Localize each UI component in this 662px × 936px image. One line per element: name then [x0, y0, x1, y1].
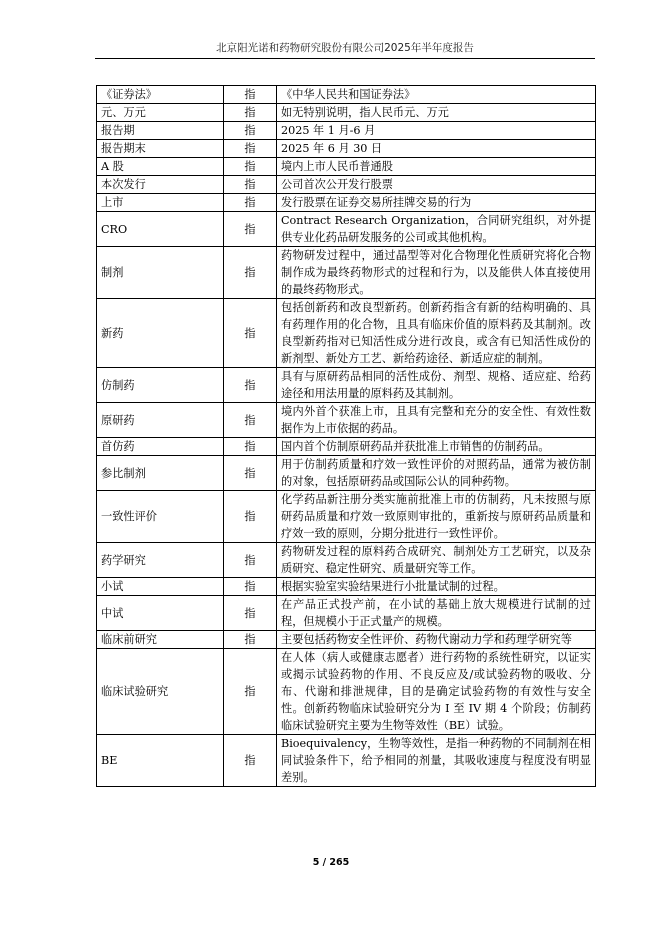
table-row — [97, 631, 596, 649]
definition-cell: 主要包括药物安全性评价、药物代谢动力学和药理学研究等 — [277, 631, 596, 649]
table-row — [97, 212, 596, 247]
definition-cell: 具有与原研药品相同的活性成份、剂型、规格、适应症、给药途径和用法用量的原料药及其制剂。 — [277, 368, 596, 403]
zhi-cell: 指 — [224, 438, 277, 456]
term-cell: 本次发行 — [97, 176, 224, 194]
definition-cell: 药物研发过程的原料药合成研究、制剂处方工艺研究，以及杂质研究、稳定性研究、质量研究等工作。 — [277, 543, 596, 578]
definition-cell: 发行股票在证券交易所挂牌交易的行为 — [277, 194, 596, 212]
zhi-cell: 指 — [224, 543, 277, 578]
zhi-cell: 指 — [224, 368, 277, 403]
term-cell: 仿制药 — [97, 368, 224, 403]
page-number: 5 / 265 — [312, 857, 350, 868]
zhi-cell: 指 — [224, 456, 277, 491]
page-header: 北京阳光诺和药物研究股份有限公司2025年半年度报告 — [216, 42, 474, 54]
table-row — [97, 543, 596, 578]
term-cell: 药学研究 — [97, 543, 224, 578]
zhi-cell: 指 — [224, 631, 277, 649]
zhi-cell: 指 — [224, 86, 277, 104]
table-row — [97, 158, 596, 176]
zhi-cell: 指 — [224, 247, 277, 299]
zhi-cell: 指 — [224, 104, 277, 122]
term-cell: A 股 — [97, 158, 224, 176]
zhi-cell: 指 — [224, 596, 277, 631]
table-row — [97, 491, 596, 543]
table-row — [97, 596, 596, 631]
definition-cell: 境内上市人民币普通股 — [277, 158, 596, 176]
zhi-cell: 指 — [224, 212, 277, 247]
table-row — [97, 140, 596, 158]
term-cell: 临床试验研究 — [97, 649, 224, 735]
term-cell: 《证券法》 — [97, 86, 224, 104]
definition-cell: 根据实验室实验结果进行小批量试制的过程。 — [277, 578, 596, 596]
term-cell: 新药 — [97, 299, 224, 368]
table-row — [97, 578, 596, 596]
definition-cell: 在产品正式投产前，在小试的基础上放大规模进行试制的过程，但规模小于正式量产的规模。 — [277, 596, 596, 631]
definition-cell: Bioequivalency，生物等效性，是指一种药物的不同制剂在相同试验条件下，给予相同的剂量，其吸收速度与程度没有明显差别。 — [277, 735, 596, 787]
table-row — [97, 194, 596, 212]
term-cell: 中试 — [97, 596, 224, 631]
zhi-cell: 指 — [224, 578, 277, 596]
definition-cell: 国内首个仿制原研药品并获批准上市销售的仿制药品。 — [277, 438, 596, 456]
table-row — [97, 86, 596, 104]
zhi-cell: 指 — [224, 140, 277, 158]
zhi-cell: 指 — [224, 158, 277, 176]
table-row — [97, 176, 596, 194]
term-cell: 参比制剂 — [97, 456, 224, 491]
definition-cell: 2025 年 6 月 30 日 — [277, 140, 596, 158]
term-cell: 报告期末 — [97, 140, 224, 158]
term-cell: 原研药 — [97, 403, 224, 438]
zhi-cell: 指 — [224, 735, 277, 787]
table-row — [97, 122, 596, 140]
zhi-cell: 指 — [224, 403, 277, 438]
table-row — [97, 438, 596, 456]
zhi-cell: 指 — [224, 194, 277, 212]
zhi-cell: 指 — [224, 649, 277, 735]
definition-cell: 《中华人民共和国证券法》 — [277, 86, 596, 104]
table-row — [97, 104, 596, 122]
table-row — [97, 247, 596, 299]
header-rule — [95, 58, 595, 59]
definition-cell: 药物研发过程中，通过晶型等对化合物理化性质研究将化合物制作成为最终药物形式的过程和行为，以及能供人体直接使用的最终药物形式。 — [277, 247, 596, 299]
term-cell: 报告期 — [97, 122, 224, 140]
term-cell: 一致性评价 — [97, 491, 224, 543]
term-cell: 上市 — [97, 194, 224, 212]
table-row — [97, 299, 596, 368]
zhi-cell: 指 — [224, 122, 277, 140]
term-cell: 临床前研究 — [97, 631, 224, 649]
term-cell: 小试 — [97, 578, 224, 596]
table-row — [97, 735, 596, 787]
zhi-cell: 指 — [224, 299, 277, 368]
definitions-table — [96, 85, 596, 787]
definition-cell: 包括创新药和改良型新药。创新药指含有新的结构明确的、具有药理作用的化合物，且具有临床价值的原料药及其制剂。改良型新药指对已知活性成分进行改良，或含有已知活性成份的新剂型、新处方工艺、新给药途径、新适应症的制剂。 — [277, 299, 596, 368]
table-row — [97, 649, 596, 735]
definition-cell: Contract Research Organization，合同研究组织，对外提供专业化药品研发服务的公司或其他机构。 — [277, 212, 596, 247]
term-cell: 首仿药 — [97, 438, 224, 456]
definition-cell: 2025 年 1 月-6 月 — [277, 122, 596, 140]
term-cell: 元、万元 — [97, 104, 224, 122]
definition-cell: 用于仿制药质量和疗效一致性评价的对照药品，通常为被仿制的对象，包括原研药品或国际公认的同种药物。 — [277, 456, 596, 491]
term-cell: CRO — [97, 212, 224, 247]
definition-cell: 公司首次公开发行股票 — [277, 176, 596, 194]
zhi-cell: 指 — [224, 491, 277, 543]
table-row — [97, 403, 596, 438]
definition-cell: 如无特别说明，指人民币元、万元 — [277, 104, 596, 122]
definition-cell: 在人体（病人或健康志愿者）进行药物的系统性研究，以证实或揭示试验药物的作用、不良反应及/或试验药物的吸收、分布、代谢和排泄规律，目的是确定试验药物的有效性与安全性。创新药物临床试验研究分为 I 至 IV 期 4 个阶段；仿制药临床试验研究主要为生物等效性（BE）试验。 — [277, 649, 596, 735]
table-row — [97, 456, 596, 491]
table-row — [97, 368, 596, 403]
term-cell: BE — [97, 735, 224, 787]
zhi-cell: 指 — [224, 176, 277, 194]
term-cell: 制剂 — [97, 247, 224, 299]
definition-cell: 化学药品新注册分类实施前批准上市的仿制药，凡未按照与原研药品质量和疗效一致原则审批的，重新按与原研药品质量和疗效一致的原则，分期分批进行一致性评价。 — [277, 491, 596, 543]
definition-cell: 境内外首个获准上市，且具有完整和充分的安全性、有效性数据作为上市依据的药品。 — [277, 403, 596, 438]
